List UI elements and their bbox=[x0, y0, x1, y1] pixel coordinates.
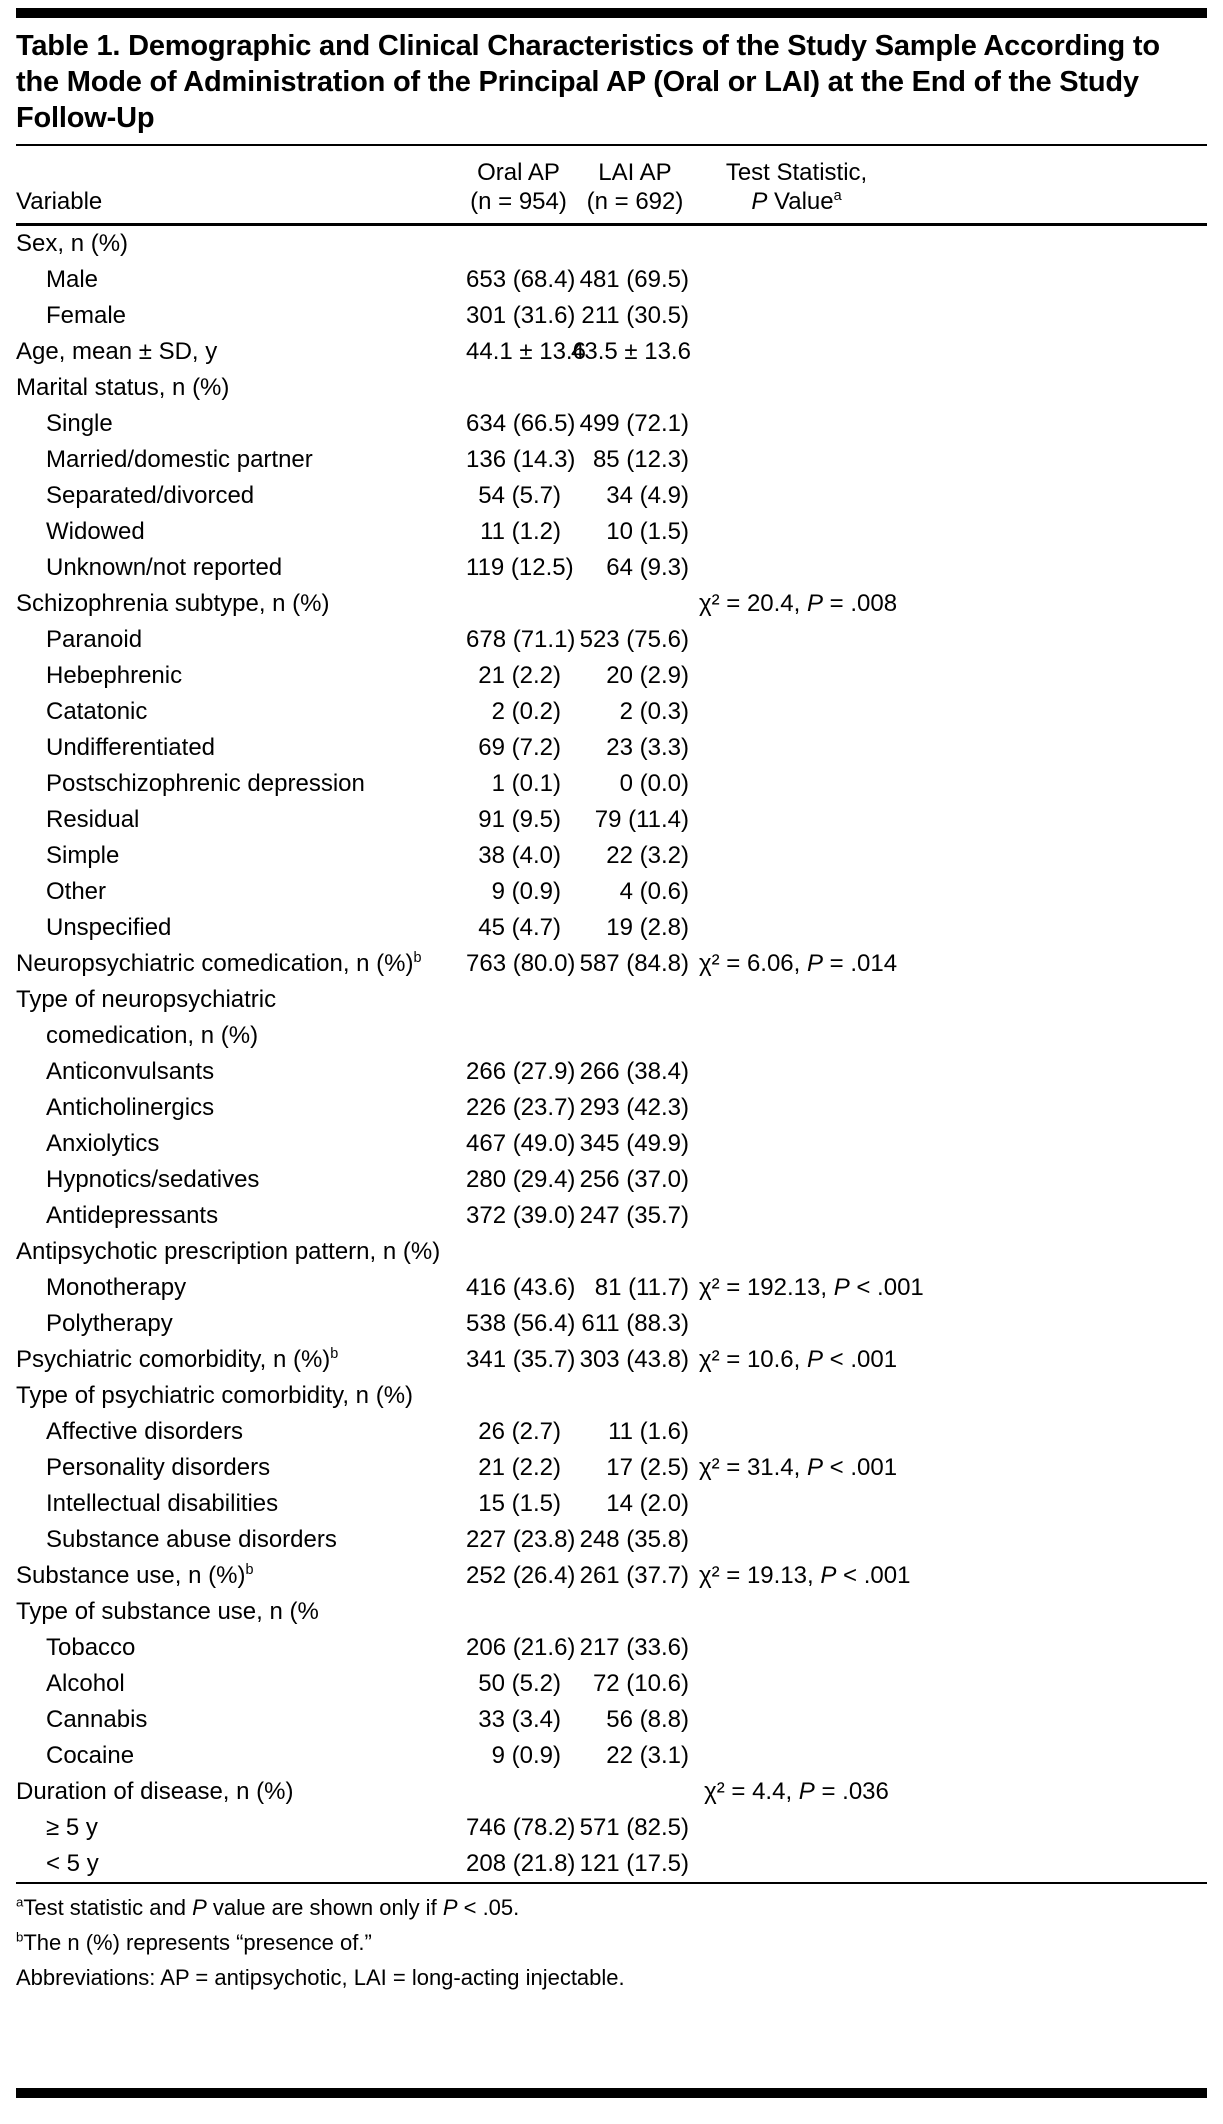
footnote: Abbreviations: AP = antipsychotic, LAI = long-acting injectable. bbox=[16, 1965, 625, 1990]
lai-ap-value: 56 (8.8) bbox=[606, 1706, 689, 1733]
table-row bbox=[16, 442, 1207, 478]
oral-ap-value: 634 (66.5) bbox=[466, 410, 576, 437]
oral-ap-value: 226 (23.7) bbox=[466, 1094, 576, 1121]
oral-ap-value: 538 (56.4) bbox=[466, 1310, 576, 1337]
table-row bbox=[16, 1162, 1207, 1198]
oral-ap-value: 467 (49.0) bbox=[466, 1130, 576, 1157]
lai-ap-value: 81 (11.7) bbox=[594, 1274, 689, 1301]
oral-ap-value: 15 (1.5) bbox=[478, 1490, 561, 1517]
lai-ap-value: 72 (10.6) bbox=[592, 1670, 689, 1697]
lai-ap-value: 266 (38.4) bbox=[579, 1058, 689, 1085]
table-row bbox=[16, 766, 1207, 802]
row-label: Sex, n (%) bbox=[16, 230, 129, 257]
oral-ap-value: 45 (4.7) bbox=[478, 914, 561, 941]
oral-ap-value: 678 (71.1) bbox=[466, 626, 576, 653]
row-label: Widowed bbox=[46, 518, 145, 545]
row-label: Undifferentiated bbox=[46, 734, 216, 761]
lai-ap-value: 499 (72.1) bbox=[579, 410, 689, 437]
oral-ap-value: 252 (26.4) bbox=[466, 1562, 576, 1589]
col-header-oral-line2: (n = 954) bbox=[470, 188, 567, 215]
oral-ap-value: 341 (35.7) bbox=[466, 1346, 576, 1373]
table-row bbox=[16, 1846, 1207, 1882]
oral-ap-value: 266 (27.9) bbox=[466, 1058, 576, 1085]
table-row bbox=[16, 370, 1207, 406]
table-row bbox=[16, 1486, 1207, 1522]
row-label: Hebephrenic bbox=[46, 662, 183, 689]
test-statistic-value: χ² = 10.6, P < .001 bbox=[699, 1346, 898, 1373]
oral-ap-value: 26 (2.7) bbox=[478, 1418, 561, 1445]
table-row bbox=[16, 478, 1207, 514]
row-label: Cocaine bbox=[46, 1742, 135, 1769]
col-header-lai-line1: LAI AP bbox=[598, 159, 672, 186]
row-label: Unknown/not reported bbox=[46, 554, 283, 581]
table-title: Table 1. Demographic and Clinical Characteristics of the Study Sample According to the Mode of Administration of the Principal AP (Oral or LAI) at the End of the Study Follow-Up bbox=[16, 30, 1160, 134]
row-label: Catatonic bbox=[46, 698, 148, 725]
row-label: Male bbox=[46, 266, 99, 293]
row-label: Age, mean ± SD, y bbox=[16, 338, 218, 365]
col-header-lai-line2: (n = 692) bbox=[586, 188, 684, 215]
test-statistic-value: χ² = 19.13, P < .001 bbox=[699, 1562, 911, 1589]
oral-ap-value: 21 (2.2) bbox=[478, 1454, 561, 1481]
lai-ap-value: 0 (0.0) bbox=[619, 770, 689, 797]
row-label: Neuropsychiatric comedication, n (%)$^b$ bbox=[16, 950, 422, 977]
row-label: Anticholinergics bbox=[46, 1094, 215, 1121]
oral-ap-value: 44.1 ± 13.6 bbox=[466, 338, 586, 365]
row-label: ≥ 5 y bbox=[46, 1814, 98, 1841]
table-row bbox=[16, 226, 1207, 262]
table-row bbox=[16, 1198, 1207, 1234]
row-label: Hypnotics/sedatives bbox=[46, 1166, 260, 1193]
lai-ap-value: 11 (1.6) bbox=[608, 1418, 689, 1445]
lai-ap-value: 248 (35.8) bbox=[579, 1526, 689, 1553]
test-statistic-value: χ² = 20.4, P = .008 bbox=[699, 590, 898, 617]
row-label: Type of substance use, n (% bbox=[16, 1598, 319, 1625]
lai-ap-value: 303 (43.8) bbox=[579, 1346, 689, 1373]
table-row bbox=[16, 1630, 1207, 1666]
footnotes bbox=[16, 1884, 1207, 1997]
table-row bbox=[16, 1702, 1207, 1738]
test-statistic-value: χ² = 6.06, P = .014 bbox=[699, 950, 898, 977]
lai-ap-value: 85 (12.3) bbox=[592, 446, 689, 473]
oral-ap-value: 33 (3.4) bbox=[478, 1706, 561, 1733]
table-row bbox=[16, 1594, 1207, 1630]
row-label: Intellectual disabilities bbox=[46, 1490, 279, 1517]
col-header-lai-ap bbox=[571, 158, 699, 216]
lai-ap-value: 4 (0.6) bbox=[619, 878, 689, 905]
oral-ap-value: 280 (29.4) bbox=[466, 1166, 576, 1193]
lai-ap-value: 121 (17.5) bbox=[579, 1850, 689, 1877]
oral-ap-value: 91 (9.5) bbox=[478, 806, 561, 833]
row-label: Monotherapy bbox=[46, 1274, 187, 1301]
row-label: Simple bbox=[46, 842, 120, 869]
footnote: $^b$The n (%) represents “presence of.” bbox=[16, 1929, 372, 1955]
table-row bbox=[16, 1054, 1207, 1090]
row-label: Paranoid bbox=[46, 626, 143, 653]
table-row bbox=[16, 910, 1207, 946]
lai-ap-value: 20 (2.9) bbox=[606, 662, 689, 689]
row-label: Type of neuropsychiatric bbox=[16, 986, 277, 1013]
lai-ap-value: 23 (3.3) bbox=[606, 734, 689, 761]
table-row bbox=[16, 514, 1207, 550]
table-row bbox=[16, 658, 1207, 694]
table-row bbox=[16, 298, 1207, 334]
table-row bbox=[16, 1666, 1207, 1702]
oral-ap-value: 763 (80.0) bbox=[466, 950, 576, 977]
row-label: Personality disorders bbox=[46, 1454, 271, 1481]
table-row bbox=[16, 1450, 1207, 1486]
table-row bbox=[16, 1090, 1207, 1126]
row-label: Anxiolytics bbox=[46, 1130, 160, 1157]
oral-ap-value: 54 (5.7) bbox=[478, 482, 561, 509]
row-label: Substance use, n (%)$^b$ bbox=[16, 1562, 254, 1589]
oral-ap-value: 653 (68.4) bbox=[466, 266, 576, 293]
oral-ap-value: 50 (5.2) bbox=[478, 1670, 561, 1697]
table-row bbox=[16, 874, 1207, 910]
lai-ap-value: 19 (2.8) bbox=[606, 914, 689, 941]
row-label: Cannabis bbox=[46, 1706, 148, 1733]
lai-ap-value: 43.5 ± 13.6 bbox=[571, 338, 691, 365]
row-label: Tobacco bbox=[46, 1634, 136, 1661]
row-label: Antidepressants bbox=[46, 1202, 219, 1229]
table-row bbox=[16, 1018, 1207, 1054]
row-label: Other bbox=[46, 878, 107, 905]
row-label: Married/domestic partner bbox=[46, 446, 313, 473]
top-bar-rule bbox=[16, 8, 1207, 18]
table-row bbox=[16, 1774, 1207, 1810]
table-row bbox=[16, 1522, 1207, 1558]
row-label: Affective disorders bbox=[46, 1418, 243, 1445]
test-statistic-value: χ² = 4.4, P = .036 bbox=[704, 1778, 889, 1805]
row-label: Schizophrenia subtype, n (%) bbox=[16, 590, 330, 617]
oral-ap-value: 119 (12.5) bbox=[466, 554, 574, 581]
row-label: Anticonvulsants bbox=[46, 1058, 215, 1085]
test-statistic-value: χ² = 192.13, P < .001 bbox=[699, 1274, 924, 1301]
table-row bbox=[16, 1126, 1207, 1162]
row-label: Postschizophrenic depression bbox=[46, 770, 365, 797]
row-label: Psychiatric comorbidity, n (%)$^b$ bbox=[16, 1346, 339, 1373]
lai-ap-value: 79 (11.4) bbox=[594, 806, 689, 833]
table-row bbox=[16, 1738, 1207, 1774]
row-label: Type of psychiatric comorbidity, n (%) bbox=[16, 1382, 414, 1409]
col-header-variable: Variable bbox=[16, 188, 103, 215]
table-row bbox=[16, 262, 1207, 298]
row-label: Substance abuse disorders bbox=[46, 1526, 337, 1553]
column-header-row bbox=[16, 146, 1207, 223]
table-row bbox=[16, 586, 1207, 622]
table-row bbox=[16, 550, 1207, 586]
bottom-bar-rule bbox=[16, 2088, 1207, 2098]
row-label: Duration of disease, n (%) bbox=[16, 1778, 294, 1805]
lai-ap-value: 481 (69.5) bbox=[579, 266, 689, 293]
oral-ap-value: 136 (14.3) bbox=[466, 446, 576, 473]
row-label: Polytherapy bbox=[46, 1310, 173, 1337]
table-row bbox=[16, 838, 1207, 874]
lai-ap-value: 211 (30.5) bbox=[581, 302, 689, 329]
lai-ap-value: 2 (0.3) bbox=[619, 698, 689, 725]
row-label: Residual bbox=[46, 806, 140, 833]
table-row bbox=[16, 1558, 1207, 1594]
table-row bbox=[16, 1378, 1207, 1414]
table-body bbox=[16, 226, 1207, 1882]
table-row bbox=[16, 802, 1207, 838]
lai-ap-value: 64 (9.3) bbox=[606, 554, 689, 581]
col-header-oral-ap bbox=[466, 158, 571, 216]
oral-ap-value: 11 (1.2) bbox=[480, 518, 561, 545]
col-header-oral-line1: Oral AP bbox=[477, 159, 560, 186]
row-label: Marital status, n (%) bbox=[16, 374, 230, 401]
lai-ap-value: 22 (3.1) bbox=[606, 1742, 689, 1769]
oral-ap-value: 9 (0.9) bbox=[491, 878, 561, 905]
table-row bbox=[16, 982, 1207, 1018]
lai-ap-value: 293 (42.3) bbox=[579, 1094, 689, 1121]
table-row bbox=[16, 406, 1207, 442]
oral-ap-value: 21 (2.2) bbox=[478, 662, 561, 689]
table-row bbox=[16, 334, 1207, 370]
oral-ap-value: 208 (21.8) bbox=[466, 1850, 576, 1877]
lai-ap-value: 345 (49.9) bbox=[579, 1130, 689, 1157]
table-row bbox=[16, 1342, 1207, 1378]
lai-ap-value: 34 (4.9) bbox=[606, 482, 689, 509]
table-row bbox=[16, 1306, 1207, 1342]
lai-ap-value: 17 (2.5) bbox=[606, 1454, 689, 1481]
row-label: Female bbox=[46, 302, 127, 329]
lai-ap-value: 523 (75.6) bbox=[579, 626, 689, 653]
lai-ap-value: 611 (88.3) bbox=[581, 1310, 689, 1337]
table-row bbox=[16, 946, 1207, 982]
table-row bbox=[16, 622, 1207, 658]
oral-ap-value: 227 (23.8) bbox=[466, 1526, 576, 1553]
oral-ap-value: 372 (39.0) bbox=[466, 1202, 576, 1229]
oral-ap-value: 416 (43.6) bbox=[466, 1274, 576, 1301]
lai-ap-value: 14 (2.0) bbox=[606, 1490, 689, 1517]
oral-ap-value: 746 (78.2) bbox=[466, 1814, 576, 1841]
row-label: Single bbox=[46, 410, 113, 437]
table-row bbox=[16, 1810, 1207, 1846]
row-label: comedication, n (%) bbox=[46, 1022, 259, 1049]
oral-ap-value: 9 (0.9) bbox=[491, 1742, 561, 1769]
oral-ap-value: 206 (21.6) bbox=[466, 1634, 576, 1661]
table-row bbox=[16, 1270, 1207, 1306]
oral-ap-value: 38 (4.0) bbox=[478, 842, 561, 869]
table-row bbox=[16, 1414, 1207, 1450]
lai-ap-value: 571 (82.5) bbox=[579, 1814, 689, 1841]
row-label: Alcohol bbox=[46, 1670, 125, 1697]
table-row bbox=[16, 694, 1207, 730]
lai-ap-value: 10 (1.5) bbox=[606, 518, 689, 545]
lai-ap-value: 587 (84.8) bbox=[579, 950, 689, 977]
footnote: $^a$Test statistic and P value are shown only if P < .05. bbox=[16, 1894, 520, 1920]
row-label: Unspecified bbox=[46, 914, 172, 941]
lai-ap-value: 247 (35.7) bbox=[579, 1202, 689, 1229]
col-header-test-statistic bbox=[699, 158, 894, 216]
lai-ap-value: 256 (37.0) bbox=[579, 1166, 689, 1193]
lai-ap-value: 261 (37.7) bbox=[579, 1562, 689, 1589]
oral-ap-value: 69 (7.2) bbox=[478, 734, 561, 761]
row-label: Separated/divorced bbox=[46, 482, 255, 509]
oral-ap-value: 1 (0.1) bbox=[491, 770, 561, 797]
oral-ap-value: 2 (0.2) bbox=[491, 698, 561, 725]
oral-ap-value: 301 (31.6) bbox=[466, 302, 576, 329]
table-row bbox=[16, 730, 1207, 766]
col-header-test-line2: P Value$^a$ bbox=[751, 188, 842, 215]
test-statistic-value: χ² = 31.4, P < .001 bbox=[699, 1454, 898, 1481]
lai-ap-value: 217 (33.6) bbox=[579, 1634, 689, 1661]
lai-ap-value: 22 (3.2) bbox=[606, 842, 689, 869]
row-label: Antipsychotic prescription pattern, n (%) bbox=[16, 1238, 441, 1265]
row-label: < 5 y bbox=[46, 1850, 99, 1877]
table-row bbox=[16, 1234, 1207, 1270]
col-header-test-line1: Test Statistic, bbox=[725, 159, 868, 186]
